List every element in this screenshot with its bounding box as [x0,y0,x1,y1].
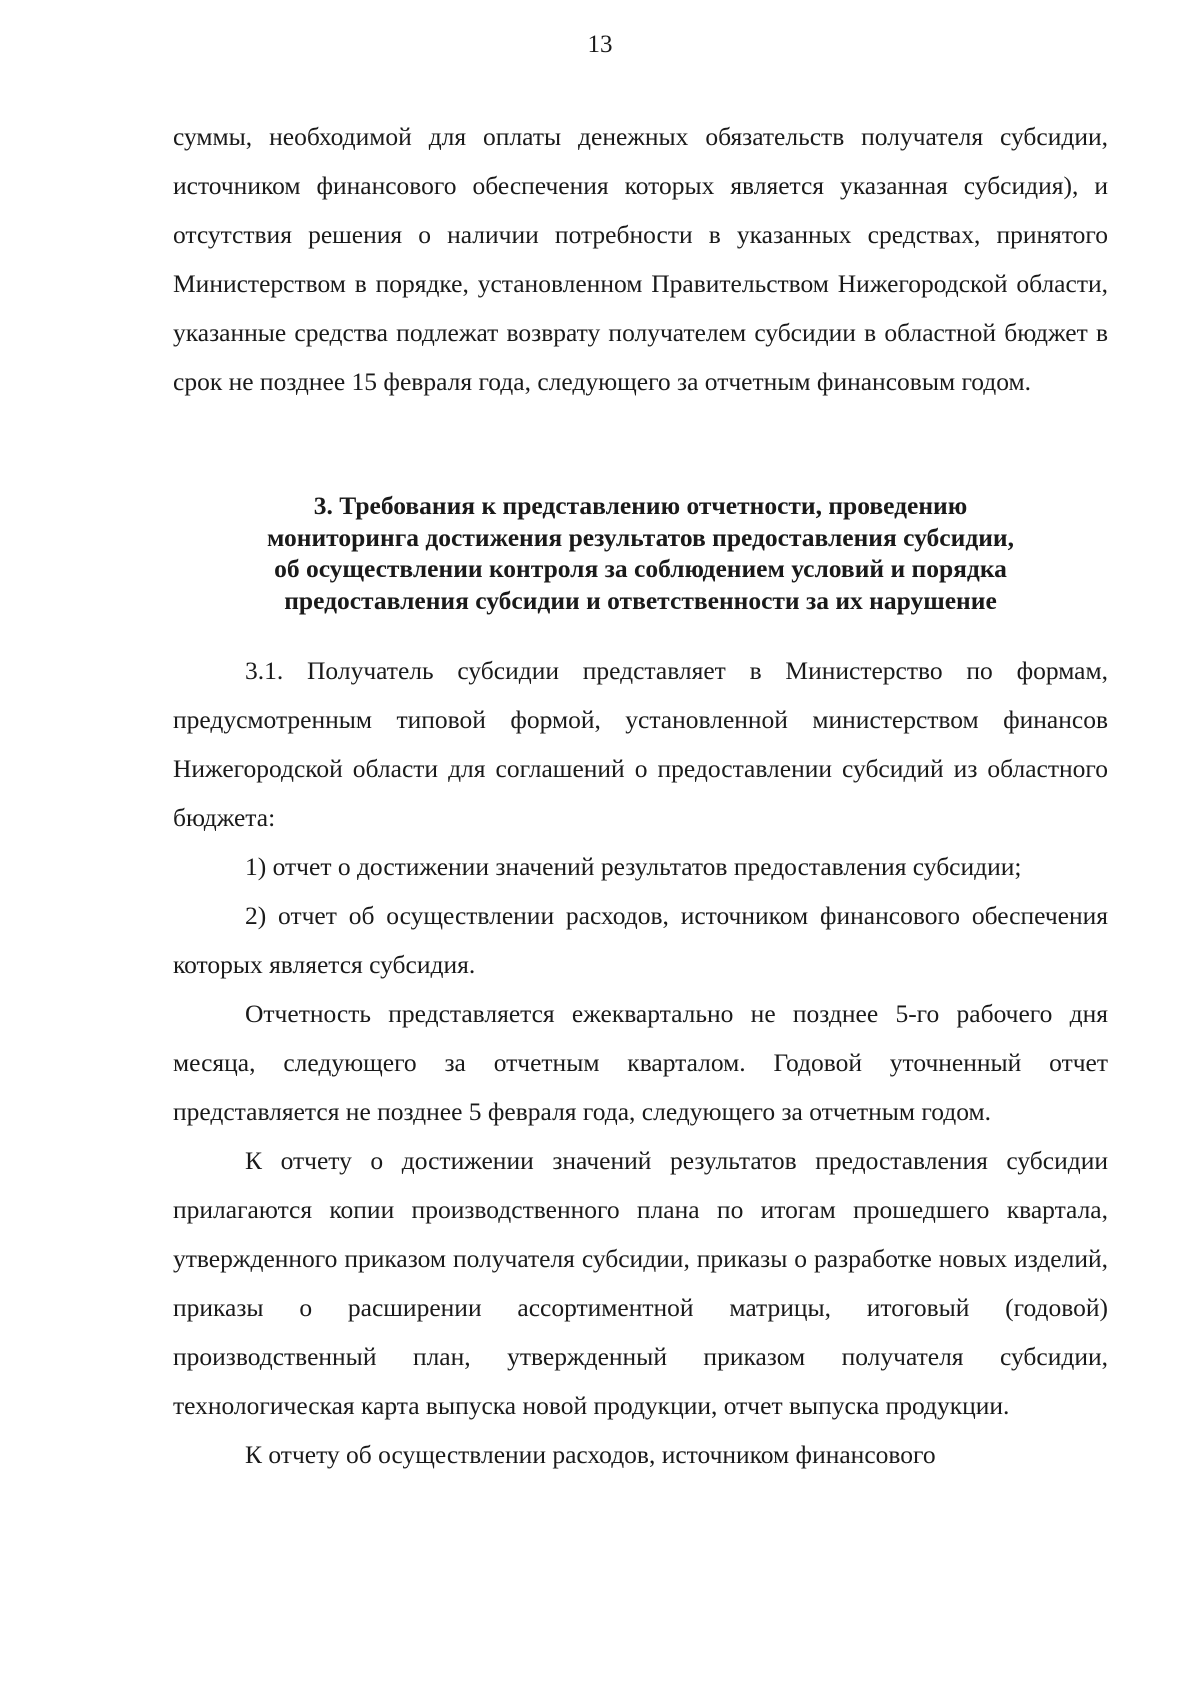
list-item-2: 2) отчет об осуществлении расходов, источником финансового обеспечения которых является субсидия. [173,901,1108,979]
page-number: 13 [587,31,613,58]
intro-paragraph: суммы, необходимой для оплаты денежных обязательств получателя субсидии, источником финансового обеспечения которых является указанная субсидия), и отсутствия решения о наличии потребности в указанных средствах, принятого Министерством в порядке, установленном Правительством Нижегородской области, указанные средства подлежат возврату получателем субсидии в областной бюджет в срок не позднее 15 февраля года, следующего за отчетным финансовым годом. [173,122,1108,396]
paragraph-3-1: 3.1. Получатель субсидии представляет в Министерство по формам, предусмотренным типовой формой, установленной министерством финансов Нижегородской области для соглашений о предоставлении субсидий из областного бюджета: [173,656,1108,832]
reporting-schedule-paragraph: Отчетность представляется ежеквартально не позднее 5-го рабочего дня месяца, следующего за отчетным кварталом. Годовой уточненный отчет представляется не позднее 5 февраля года, следующего за отчетным годом. [173,999,1108,1126]
attachments-paragraph: К отчету о достижении значений результатов предоставления субсидии прилагаются копии производственного плана по итогам прошедшего квартала, утвержденного приказом получателя субсидии, приказы о разработке новых изделий, приказы о расширении ассортиментной матрицы, итоговый (годовой) производственный план, утвержденный приказом получателя субсидии, технологическая карта выпуска новой продукции, отчет выпуска продукции. [173,1146,1108,1420]
section-heading [173,490,1108,616]
heading-line-4: предоставления субсидии и ответственности за их нарушение [284,585,997,615]
section-body [173,646,1108,1479]
heading-line-1: 3. Требования к представлению отчетности, проведению [313,491,968,520]
heading-line-2: мониторинга достижения результатов предоставления субсидии, [267,522,1014,552]
heading-line-3: об осуществлении контроля за соблюдением условий и порядка [274,554,1007,583]
expenses-report-paragraph: К отчету об осуществлении расходов, источником финансового [245,1440,936,1469]
list-item-1: 1) отчет о достижении значений результатов предоставления субсидии; [245,852,1022,881]
intro-section [173,112,1108,406]
